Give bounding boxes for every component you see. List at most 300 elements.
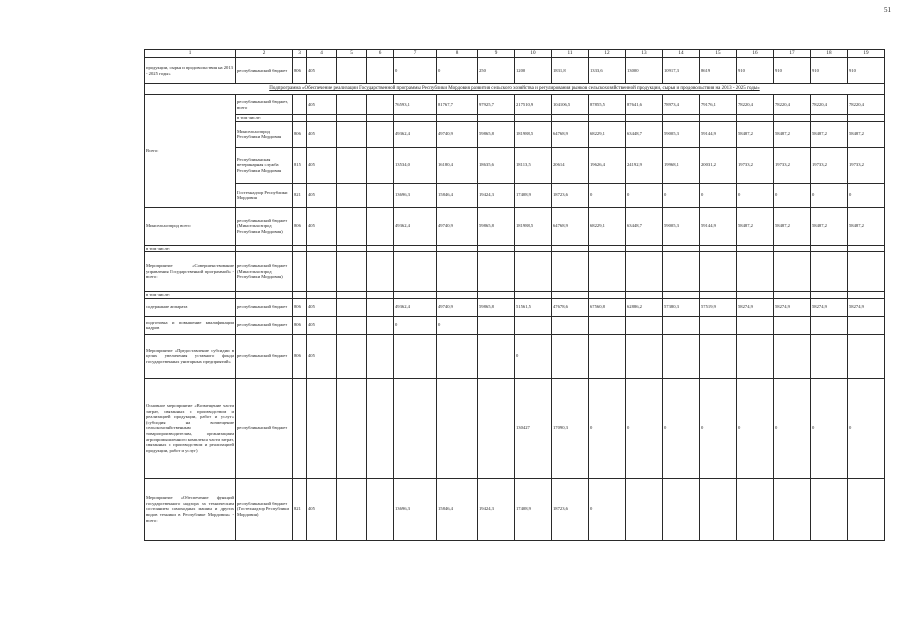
- subprogram-title-row: [145, 84, 885, 95]
- budget-table-wrapper: [144, 49, 869, 541]
- nadzor-row-value-7: 13696,3: [394, 478, 437, 540]
- vsego-row-5-value-9: 19424,3: [478, 183, 515, 207]
- vsego-row-3-value-11: 64768,9: [552, 121, 589, 147]
- kadry-row-value-10: [515, 316, 552, 334]
- subsidii-row-value-13: [626, 334, 663, 378]
- top-row-value-7: 0: [394, 58, 437, 84]
- apparat-row-c6: [367, 298, 394, 316]
- apparat-row-value-8: 49740,9: [437, 298, 478, 316]
- header-col-19: 19: [848, 50, 885, 58]
- vsego-row-3-value-14: 59005,3: [663, 121, 700, 147]
- vsego-row-2-value-8: [437, 115, 478, 122]
- vsego-row-2-value-18: [811, 115, 848, 122]
- vozmeshenie-row-value-15: 0: [700, 378, 737, 478]
- top-row-name: продукции, сырья и продовольствия на 2013 - 2025 годы»: [145, 58, 236, 84]
- apparat-row-value-9: 59865,8: [478, 298, 515, 316]
- nadzor-row-value-10: 17408,9: [515, 478, 552, 540]
- kadry-row-source: республиканский бюджет: [236, 316, 293, 334]
- vsego-row-3-c3: 806: [293, 121, 307, 147]
- vsego-row-4-value-16: 19733,2: [737, 147, 774, 183]
- nadzor-row-value-13: [626, 478, 663, 540]
- header-col-10: 10: [515, 50, 552, 58]
- meropr1-cell-7: [394, 252, 437, 292]
- nadzor-row-value-11: 18723,6: [552, 478, 589, 540]
- vtomchisle-2-cell-8: [437, 292, 478, 299]
- vsego-row-3-value-18: 58487,2: [811, 121, 848, 147]
- subsidii-row-value-18: [811, 334, 848, 378]
- vsego-row-1-value-17: 78220,4: [774, 95, 811, 115]
- apparat-row-value-13: 62886,2: [626, 298, 663, 316]
- subsidii-row-value-14: [663, 334, 700, 378]
- kadry-row: [145, 316, 885, 334]
- header-number-row: [145, 50, 885, 58]
- vsego-label: Всего:: [145, 95, 236, 208]
- meropr1-name: Мероприятие «Совершенствование управления Государственной программой» - всего:: [145, 252, 236, 292]
- vozmeshenie-row-value-7: [394, 378, 437, 478]
- vsego-row-5-value-10: 17408,9: [515, 183, 552, 207]
- top-row-c3: 806: [293, 58, 307, 84]
- subsidii-row-source: республиканский бюджет: [236, 334, 293, 378]
- meropr1-cell-5: [337, 252, 367, 292]
- vozmeshenie-row-value-8: [437, 378, 478, 478]
- vsego-row-4-value-9: 18635,6: [478, 147, 515, 183]
- kadry-row-name: подготовка и повышение квалификации кадров: [145, 316, 236, 334]
- kadry-row-value-17: [774, 316, 811, 334]
- vsego-row-3-c6: [367, 121, 394, 147]
- nadzor-row-value-14: [663, 478, 700, 540]
- vtomchisle-1-cell-15: [700, 245, 737, 252]
- minsel-row-value-10: 181988,5: [515, 207, 552, 245]
- vsego-row-1-value-15: 79176,1: [700, 95, 737, 115]
- nadzor-row-c6: [367, 478, 394, 540]
- top-row-value-14: 10917,3: [663, 58, 700, 84]
- top-row-value-17: 910: [774, 58, 811, 84]
- apparat-row-c3: 806: [293, 298, 307, 316]
- minsel-row-value-14: 59005,3: [663, 207, 700, 245]
- vsego-row-1-value-9: 97925,7: [478, 95, 515, 115]
- subsidii-row-value-16: [737, 334, 774, 378]
- subsidii-row-value-8: [437, 334, 478, 378]
- vtomchisle-2-cell-10: [515, 292, 552, 299]
- header-col-4: 4: [307, 50, 337, 58]
- vsego-row-5: [145, 183, 885, 207]
- vsego-row-3-value-15: 59144,9: [700, 121, 737, 147]
- header-col-6: 6: [367, 50, 394, 58]
- vozmeshenie-row-name: Основное мероприятие «Возмещение части затрат, связанных с производством и реализацией продукции, работ и услуг» (субсидия на возмещение сельскохозяйственным товаропроизводителям, организациям агропромышленного комплекса части затрат, связанных с производством и реализацией продукции, работ и услуг): [145, 378, 236, 478]
- vsego-row-4-source: Республиканская ветеринарная служба Республики Мордовия: [236, 147, 293, 183]
- top-row-c6: [367, 58, 394, 84]
- nadzor-row-value-17: [774, 478, 811, 540]
- minsel-row-value-9: 59865,8: [478, 207, 515, 245]
- header-col-3: 3: [293, 50, 307, 58]
- vsego-row-1-c3: [293, 95, 307, 115]
- minsel-row-value-7: 49362,4: [394, 207, 437, 245]
- apparat-row-value-19: 58274,9: [848, 298, 885, 316]
- vsego-row-1-value-18: 78220,4: [811, 95, 848, 115]
- vtomchisle-1-cell-17: [774, 245, 811, 252]
- nadzor-row-value-18: [811, 478, 848, 540]
- vsego-row-5-value-8: 15846,4: [437, 183, 478, 207]
- vsego-row-4-value-17: 19733,2: [774, 147, 811, 183]
- vsego-row-2-value-11: [552, 115, 589, 122]
- vsego-row-3-value-17: 58487,2: [774, 121, 811, 147]
- header-col-17: 17: [774, 50, 811, 58]
- vtomchisle-2-cell-19: [848, 292, 885, 299]
- apparat-row-value-16: 58274,9: [737, 298, 774, 316]
- vsego-row-3-value-13: 63448,7: [626, 121, 663, 147]
- subsidii-row-value-9: [478, 334, 515, 378]
- header-col-15: 15: [700, 50, 737, 58]
- vtomchisle-2-cell-7: [394, 292, 437, 299]
- meropr1-row: [145, 252, 885, 292]
- top-row-value-9: 250: [478, 58, 515, 84]
- top-row-value-15: 8619: [700, 58, 737, 84]
- vtomchisle-2-cell-16: [737, 292, 774, 299]
- vtomchisle-2-cell-6: [367, 292, 394, 299]
- meropr1-cell-13: [626, 252, 663, 292]
- minsel-row: [145, 207, 885, 245]
- vozmeshenie-row-value-14: 0: [663, 378, 700, 478]
- apparat-row-value-11: 47678,6: [552, 298, 589, 316]
- vsego-row-2-value-7: [394, 115, 437, 122]
- vtomchisle-1-cell-8: [437, 245, 478, 252]
- budget-table: [144, 49, 885, 541]
- apparat-row-source: республиканский бюджет: [236, 298, 293, 316]
- vozmeshenie-row-source: республиканский бюджет: [236, 378, 293, 478]
- minsel-row-value-11: 64768,9: [552, 207, 589, 245]
- minsel-row-c5: [337, 207, 367, 245]
- meropr1-cell-17: [774, 252, 811, 292]
- vozmeshenie-row-value-17: 0: [774, 378, 811, 478]
- vtomchisle-1-cell-14: [663, 245, 700, 252]
- vtomchisle-2-cell-11: [552, 292, 589, 299]
- vsego-row-3-value-19: 58487,2: [848, 121, 885, 147]
- meropr1-cell-15: [700, 252, 737, 292]
- vsego-row-1-c6: [367, 95, 394, 115]
- apparat-row-c5: [337, 298, 367, 316]
- vsego-row-2-value-9: [478, 115, 515, 122]
- vozmeshenie-row-c3: [293, 378, 307, 478]
- meropr1-cell-8: [437, 252, 478, 292]
- nadzor-row-value-16: [737, 478, 774, 540]
- vsego-row-5-value-16: 0: [737, 183, 774, 207]
- vsego-row-5-value-19: 0: [848, 183, 885, 207]
- vozmeshenie-row-value-13: 0: [626, 378, 663, 478]
- vtomchisle-1-cell-6: [367, 245, 394, 252]
- apparat-row-c4: 405: [307, 298, 337, 316]
- kadry-row-c5: [337, 316, 367, 334]
- vsego-row-4-value-18: 19733,2: [811, 147, 848, 183]
- subsidii-row-name: Мероприятие «Предоставление субсидии в целях увеличения уставного фонда государственных унитарных предприятий»: [145, 334, 236, 378]
- vtomchisle-2-cell-5: [337, 292, 367, 299]
- vsego-row-5-c5: [337, 183, 367, 207]
- kadry-row-value-14: [663, 316, 700, 334]
- vsego-row-1-value-8: 81767,7: [437, 95, 478, 115]
- kadry-row-c4: 405: [307, 316, 337, 334]
- apparat-row-value-7: 49362,4: [394, 298, 437, 316]
- minsel-row-value-18: 58487,2: [811, 207, 848, 245]
- vtomchisle-row-2: [145, 292, 885, 299]
- minsel-row-value-17: 58487,2: [774, 207, 811, 245]
- vsego-row-5-source: Гостехнадзор Республики Мордовия: [236, 183, 293, 207]
- subsidii-row-c6: [367, 334, 394, 378]
- vsego-row-3-value-9: 59865,8: [478, 121, 515, 147]
- nadzor-row-value-9: 19424,3: [478, 478, 515, 540]
- minsel-row-value-15: 59144,9: [700, 207, 737, 245]
- vtomchisle-1-cell-12: [589, 245, 626, 252]
- header-col-13: 13: [626, 50, 663, 58]
- apparat-row-value-18: 58274,9: [811, 298, 848, 316]
- apparat-row-value-14: 57380,3: [663, 298, 700, 316]
- vsego-row-5-value-11: 18723,6: [552, 183, 589, 207]
- vtomchisle-1-cell-18: [811, 245, 848, 252]
- top-row-value-19: 910: [848, 58, 885, 84]
- vsego-row-1-value-13: 87641,6: [626, 95, 663, 115]
- vsego-row-5-c3: 821: [293, 183, 307, 207]
- vsego-row-2-value-16: [737, 115, 774, 122]
- vtomchisle-1-cell-3: [293, 245, 307, 252]
- header-col-9: 9: [478, 50, 515, 58]
- vsego-row-5-value-14: 0: [663, 183, 700, 207]
- meropr1-cell-12: [589, 252, 626, 292]
- minsel-row-value-13: 63448,7: [626, 207, 663, 245]
- apparat-row-name: содержание аппарата: [145, 298, 236, 316]
- top-row-value-8: 0: [437, 58, 478, 84]
- vtomchisle-2-cell-13: [626, 292, 663, 299]
- kadry-row-c3: 806: [293, 316, 307, 334]
- vsego-row-1-value-14: 78973,4: [663, 95, 700, 115]
- meropr1-cell-16: [737, 252, 774, 292]
- vsego-row-2-c6: [367, 115, 394, 122]
- header-col-16: 16: [737, 50, 774, 58]
- apparat-row: [145, 298, 885, 316]
- vsego-row-1-value-16: 78220,4: [737, 95, 774, 115]
- vtomchisle-1-cell-13: [626, 245, 663, 252]
- vsego-row-1-value-12: 87855,5: [589, 95, 626, 115]
- top-row: [145, 58, 885, 84]
- vtomchisle-2-cell-18: [811, 292, 848, 299]
- meropr1-cell-4: [307, 252, 337, 292]
- meropr1-cell-19: [848, 252, 885, 292]
- vtomchisle-2-cell-4: [307, 292, 337, 299]
- vtomchisle-2-cell-17: [774, 292, 811, 299]
- vsego-row-2-c5: [337, 115, 367, 122]
- minsel-row-c6: [367, 207, 394, 245]
- nadzor-row-c5: [337, 478, 367, 540]
- vsego-row-2-value-19: [848, 115, 885, 122]
- vsego-row-3-value-7: 49362,4: [394, 121, 437, 147]
- vsego-row-3-value-10: 181988,5: [515, 121, 552, 147]
- subsidii-row: [145, 334, 885, 378]
- vsego-row-4-value-13: 24192,9: [626, 147, 663, 183]
- top-row-c4: 405: [307, 58, 337, 84]
- vsego-row-3-source: Минсельхозпрод Республики Мордовия: [236, 121, 293, 147]
- kadry-row-value-8: 0: [437, 316, 478, 334]
- vtomchisle-2-cell-9: [478, 292, 515, 299]
- top-row-value-16: 910: [737, 58, 774, 84]
- vozmeshenie-row-value-11: 17090,3: [552, 378, 589, 478]
- meropr1-cell-6: [367, 252, 394, 292]
- header-col-7: 7: [394, 50, 437, 58]
- vozmeshenie-row-value-10: 130427: [515, 378, 552, 478]
- nadzor-row-c3: 821: [293, 478, 307, 540]
- subsidii-row-c4: 405: [307, 334, 337, 378]
- vsego-row-3-c5: [337, 121, 367, 147]
- vsego-row-4-value-11: 20614: [552, 147, 589, 183]
- subsidii-row-value-17: [774, 334, 811, 378]
- apparat-row-value-10: 51561,5: [515, 298, 552, 316]
- vtomchisle-2-cell-15: [700, 292, 737, 299]
- subprogram-title: Подпрограмма «Обеспечение реализации Государственной программы Республики Мордовия развития сельского хозяйства и регулирования рынков сельскохозяйственной продукции, сырья и продовольствия на 2013 - 2025 годы»: [145, 84, 885, 95]
- vsego-row-5-value-15: 0: [700, 183, 737, 207]
- minsel-row-value-12: 68229,1: [589, 207, 626, 245]
- vsego-row-2-c3: [293, 115, 307, 122]
- vsego-row-4-value-12: 19626,4: [589, 147, 626, 183]
- subsidii-row-value-12: [589, 334, 626, 378]
- vtomchisle-2-cell-2: [236, 292, 293, 299]
- vtomchisle-1-cell-5: [337, 245, 367, 252]
- header-col-14: 14: [663, 50, 700, 58]
- vsego-row-4-value-19: 19733,2: [848, 147, 885, 183]
- vsego-row-3-value-12: 68229,1: [589, 121, 626, 147]
- vsego-row-1-value-7: 76593,1: [394, 95, 437, 115]
- vsego-row-5-value-17: 0: [774, 183, 811, 207]
- vsego-row-4-value-8: 16180,4: [437, 147, 478, 183]
- top-row-value-12: 1333,6: [589, 58, 626, 84]
- vtomchisle-2-cell-3: [293, 292, 307, 299]
- kadry-row-value-19: [848, 316, 885, 334]
- subsidii-row-value-15: [700, 334, 737, 378]
- subsidii-row-value-11: [552, 334, 589, 378]
- kadry-row-value-15: [700, 316, 737, 334]
- vsego-row-5-c6: [367, 183, 394, 207]
- nadzor-row-source: республиканский бюджет (Гостехнадзор Республики Мордовия): [236, 478, 293, 540]
- kadry-row-value-18: [811, 316, 848, 334]
- header-col-8: 8: [437, 50, 478, 58]
- kadry-row-value-12: [589, 316, 626, 334]
- nadzor-row-value-15: [700, 478, 737, 540]
- vsego-row-5-value-7: 13696,3: [394, 183, 437, 207]
- vsego-row-2-c4: [307, 115, 337, 122]
- vsego-row-3-value-8: 49740,9: [437, 121, 478, 147]
- vtomchisle-1-cell-16: [737, 245, 774, 252]
- vsego-row-1-value-11: 104106,5: [552, 95, 589, 115]
- nadzor-row: [145, 478, 885, 540]
- vtomchisle-1-cell-19: [848, 245, 885, 252]
- vsego-row-4-value-10: 18113,5: [515, 147, 552, 183]
- kadry-row-value-16: [737, 316, 774, 334]
- nadzor-row-name: Мероприятие «Обеспечение функций государственного надзора за техническим состоянием самоходных машин и других видов техники в Республике Мордовия» - всего:: [145, 478, 236, 540]
- top-row-value-10: 1200: [515, 58, 552, 84]
- vtomchisle-1-cell-11: [552, 245, 589, 252]
- subsidii-row-value-19: [848, 334, 885, 378]
- subsidii-row-c3: 806: [293, 334, 307, 378]
- nadzor-row-value-19: [848, 478, 885, 540]
- apparat-row-value-12: 67560,8: [589, 298, 626, 316]
- vtomchisle-1-cell-9: [478, 245, 515, 252]
- nadzor-row-value-12: 0: [589, 478, 626, 540]
- vozmeshenie-row-c4: [307, 378, 337, 478]
- top-row-value-13: 13000: [626, 58, 663, 84]
- vsego-row-1-source: республиканский бюджет, всего: [236, 95, 293, 115]
- header-col-12: 12: [589, 50, 626, 58]
- minsel-row-value-8: 49740,9: [437, 207, 478, 245]
- vsego-row-3-c4: 405: [307, 121, 337, 147]
- vsego-row-2-value-17: [774, 115, 811, 122]
- header-col-11: 11: [552, 50, 589, 58]
- vsego-row-1: [145, 95, 885, 115]
- vtomchisle-1-label: в том числе:: [145, 245, 236, 252]
- minsel-row-c4: 405: [307, 207, 337, 245]
- page-number: 51: [884, 6, 891, 14]
- vsego-row-4-c3: 815: [293, 147, 307, 183]
- vtomchisle-1-cell-10: [515, 245, 552, 252]
- minsel-row-source: республиканский бюджет (Минсельхозпрод Республики Мордовия): [236, 207, 293, 245]
- vsego-row-4-value-14: 19968,1: [663, 147, 700, 183]
- vsego-row-2-value-15: [700, 115, 737, 122]
- vtomchisle-2-cell-12: [589, 292, 626, 299]
- vsego-row-2-source: в том числе:: [236, 115, 293, 122]
- kadry-row-value-7: 0: [394, 316, 437, 334]
- minsel-row-value-16: 58487,2: [737, 207, 774, 245]
- meropr1-cell-10: [515, 252, 552, 292]
- nadzor-row-value-8: 15846,4: [437, 478, 478, 540]
- meropr1-cell-9: [478, 252, 515, 292]
- vsego-row-5-value-18: 0: [811, 183, 848, 207]
- header-col-1: 1: [145, 50, 236, 58]
- nadzor-row-c4: 405: [307, 478, 337, 540]
- meropr1-cell-11: [552, 252, 589, 292]
- vsego-row-4-c6: [367, 147, 394, 183]
- vozmeshenie-row-c5: [337, 378, 367, 478]
- vsego-row-1-value-10: 217510,9: [515, 95, 552, 115]
- meropr1-cell-3: [293, 252, 307, 292]
- vsego-row-2: [145, 115, 885, 122]
- kadry-row-value-13: [626, 316, 663, 334]
- vsego-row-4: [145, 147, 885, 183]
- subsidii-row-value-10: 0: [515, 334, 552, 378]
- minsel-row-name: Минсельхозпрод всего: [145, 207, 236, 245]
- minsel-row-c3: 806: [293, 207, 307, 245]
- vozmeshenie-row-value-12: 0: [589, 378, 626, 478]
- vsego-row-2-value-13: [626, 115, 663, 122]
- vtomchisle-2-cell-14: [663, 292, 700, 299]
- vozmeshenie-row-c6: [367, 378, 394, 478]
- vsego-row-5-value-13: 0: [626, 183, 663, 207]
- vsego-row-3-value-16: 58487,2: [737, 121, 774, 147]
- top-row-value-11: 1831,8: [552, 58, 589, 84]
- apparat-row-value-15: 57519,9: [700, 298, 737, 316]
- kadry-row-value-11: [552, 316, 589, 334]
- kadry-row-value-9: [478, 316, 515, 334]
- vsego-row-1-c5: [337, 95, 367, 115]
- vozmeshenie-row-value-19: 0: [848, 378, 885, 478]
- subsidii-row-c5: [337, 334, 367, 378]
- vsego-row-1-value-19: 78220,4: [848, 95, 885, 115]
- vsego-row-3: [145, 121, 885, 147]
- vozmeshenie-row: [145, 378, 885, 478]
- header-col-2: 2: [236, 50, 293, 58]
- vozmeshenie-row-value-16: 0: [737, 378, 774, 478]
- vozmeshenie-row-value-9: [478, 378, 515, 478]
- vsego-row-5-c4: 405: [307, 183, 337, 207]
- meropr1-cell-18: [811, 252, 848, 292]
- vsego-row-4-c5: [337, 147, 367, 183]
- table-body: [145, 50, 885, 541]
- header-col-5: 5: [337, 50, 367, 58]
- vsego-row-2-value-14: [663, 115, 700, 122]
- vsego-row-1-c4: 405: [307, 95, 337, 115]
